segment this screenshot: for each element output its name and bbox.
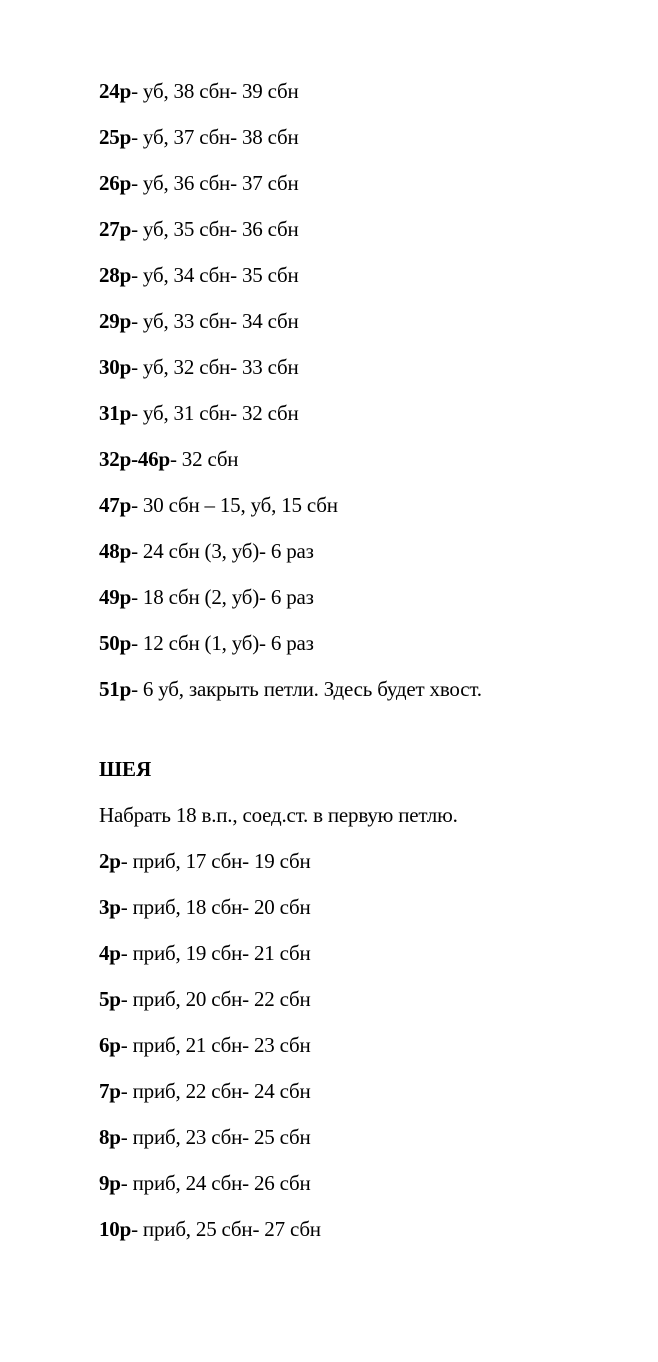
row-instruction: - приб, 23 сбн- 25 сбн: [120, 1125, 311, 1149]
row-instruction: - 12 сбн (1, уб)- 6 раз: [131, 631, 314, 655]
body-row: [99, 674, 639, 720]
neck-row: [99, 938, 639, 984]
row-number: 4р: [99, 941, 121, 965]
body-row: [99, 582, 639, 628]
body-row: [99, 490, 639, 536]
row-instruction: - уб, 31 сбн- 32 сбн: [131, 401, 299, 425]
section-spacer: [99, 720, 639, 754]
body-row: [99, 306, 639, 352]
row-number: 8р: [99, 1125, 121, 1149]
body-row: [99, 444, 639, 490]
neck-intro: Набрать 18 в.п., соед.ст. в первую петлю.: [99, 803, 458, 827]
pattern-document: [99, 76, 639, 1260]
row-number: 5р: [99, 987, 121, 1011]
row-number: 47р: [99, 493, 132, 517]
row-instruction: - уб, 32 сбн- 33 сбн: [131, 355, 299, 379]
row-number: 27р: [99, 217, 132, 241]
row-instruction: - 30 сбн – 15, уб, 15 сбн: [131, 493, 338, 517]
row-instruction: - уб, 38 сбн- 39 сбн: [131, 79, 299, 103]
neck-row: [99, 1168, 639, 1214]
body-row: [99, 352, 639, 398]
row-number: 50р: [99, 631, 132, 655]
row-instruction: - приб, 24 сбн- 26 сбн: [120, 1171, 311, 1195]
row-number: 29р: [99, 309, 132, 333]
row-number: 31р: [99, 401, 132, 425]
row-instruction: - уб, 37 сбн- 38 сбн: [131, 125, 299, 149]
row-instruction: - 24 сбн (3, уб)- 6 раз: [131, 539, 314, 563]
body-row: [99, 76, 639, 122]
neck-row: [99, 984, 639, 1030]
neck-row: [99, 1076, 639, 1122]
row-number: 28р: [99, 263, 132, 287]
row-number: 24р: [99, 79, 132, 103]
row-number: 9р: [99, 1171, 121, 1195]
row-number: 3р: [99, 895, 121, 919]
neck-row: [99, 1214, 639, 1260]
row-number: 10р: [99, 1217, 132, 1241]
row-number: 51р: [99, 677, 132, 701]
row-instruction: - уб, 33 сбн- 34 сбн: [131, 309, 299, 333]
row-instruction: - приб, 20 сбн- 22 сбн: [120, 987, 311, 1011]
body-row: [99, 260, 639, 306]
row-number: 7р: [99, 1079, 121, 1103]
row-instruction: - приб, 25 сбн- 27 сбн: [131, 1217, 321, 1241]
row-number: 26р: [99, 171, 132, 195]
row-instruction: - приб, 22 сбн- 24 сбн: [120, 1079, 311, 1103]
row-instruction: - уб, 35 сбн- 36 сбн: [131, 217, 299, 241]
row-instruction: - 32 сбн: [169, 447, 239, 471]
row-number: 49р: [99, 585, 132, 609]
row-instruction: - приб, 17 сбн- 19 сбн: [120, 849, 311, 873]
neck-row: [99, 1030, 639, 1076]
body-row: [99, 628, 639, 674]
row-instruction: - 6 уб, закрыть петли. Здесь будет хвост.: [131, 677, 482, 701]
row-instruction: - 18 сбн (2, уб)- 6 раз: [131, 585, 314, 609]
row-number: 2р: [99, 849, 121, 873]
neck-row: [99, 1122, 639, 1168]
neck-row: [99, 846, 639, 892]
body-row: [99, 168, 639, 214]
row-instruction: - приб, 19 сбн- 21 сбн: [120, 941, 311, 965]
row-number: 6р: [99, 1033, 121, 1057]
body-row: [99, 122, 639, 168]
neck-section-heading: ШЕЯ: [99, 757, 152, 781]
row-instruction: - приб, 21 сбн- 23 сбн: [120, 1033, 311, 1057]
body-row: [99, 536, 639, 582]
body-row: [99, 214, 639, 260]
row-number: 30р: [99, 355, 132, 379]
body-row: [99, 398, 639, 444]
row-instruction: - приб, 18 сбн- 20 сбн: [120, 895, 311, 919]
row-instruction: - уб, 36 сбн- 37 сбн: [131, 171, 299, 195]
neck-row: [99, 892, 639, 938]
row-instruction: - уб, 34 сбн- 35 сбн: [131, 263, 299, 287]
row-number: 32р-46р: [99, 447, 170, 471]
row-number: 25р: [99, 125, 132, 149]
row-number: 48р: [99, 539, 132, 563]
